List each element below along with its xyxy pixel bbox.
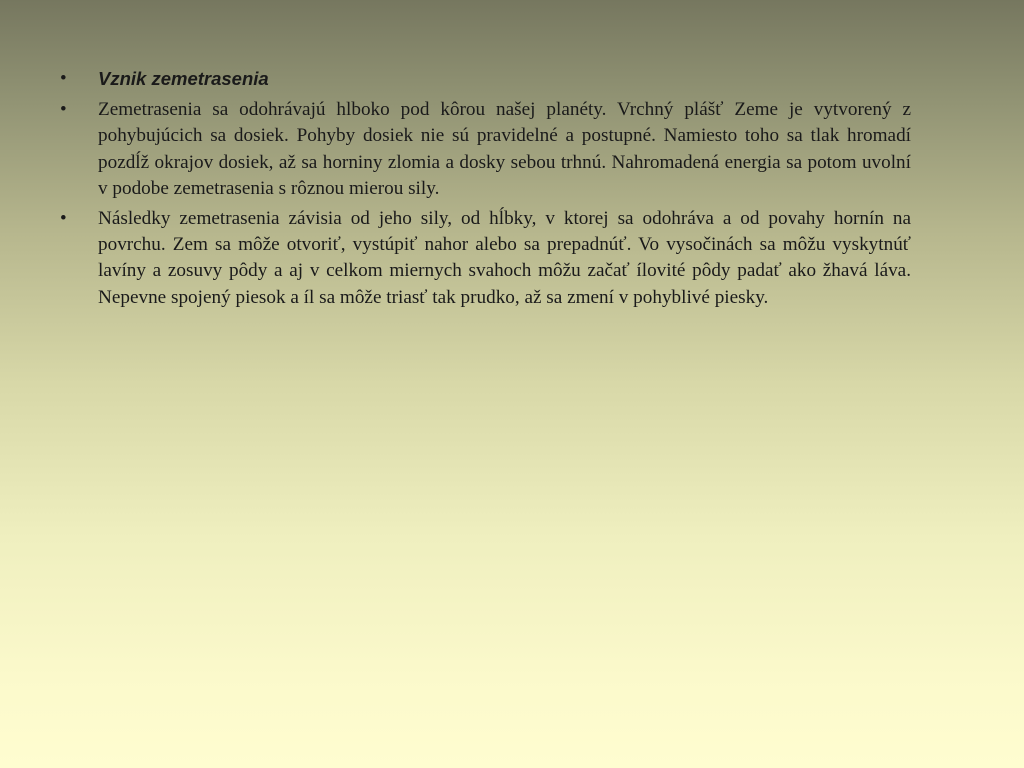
bullet-icon: • <box>60 208 67 230</box>
bullet-item-causes <box>60 97 911 202</box>
bullet-item-consequences <box>60 206 911 311</box>
bullet-icon: • <box>60 68 67 89</box>
bullet-list <box>60 66 911 315</box>
bullet-item-heading <box>60 66 911 93</box>
slide-heading: Vznik zemetrasenia <box>98 68 269 89</box>
paragraph-causes: Zemetrasenia sa odohrávajú hlboko pod kôrou našej planéty. Vrchný plášť Zeme je vytvorený z pohybujúcich sa dosiek. Pohyby dosiek nie sú pravidelné a postupné. Namiesto toho sa tlak hromadí pozdĺž okrajov dosiek, až sa horniny zlomia a dosky sebou trhnú. Nahromadená energia sa potom uvolní v podobe zemetrasenia s rôznou mierou sily. <box>98 99 911 199</box>
bullet-icon: • <box>60 99 67 121</box>
paragraph-consequences: Následky zemetrasenia závisia od jeho sily, od hĺbky, v ktorej sa odohráva a od povahy hornín na povrchu. Zem sa môže otvoriť, vystúpiť nahor alebo sa prepadnúť. Vo vysočinách sa môžu vyskytnúť lavíny a zosuvy pôdy a aj v celkom miernych svahoch môžu začať ílovité pôdy padať ako žhavá láva. Nepevne spojený piesok a íl sa môže triasť tak prudko, až sa zmení v pohyblivé piesky. <box>98 208 911 308</box>
